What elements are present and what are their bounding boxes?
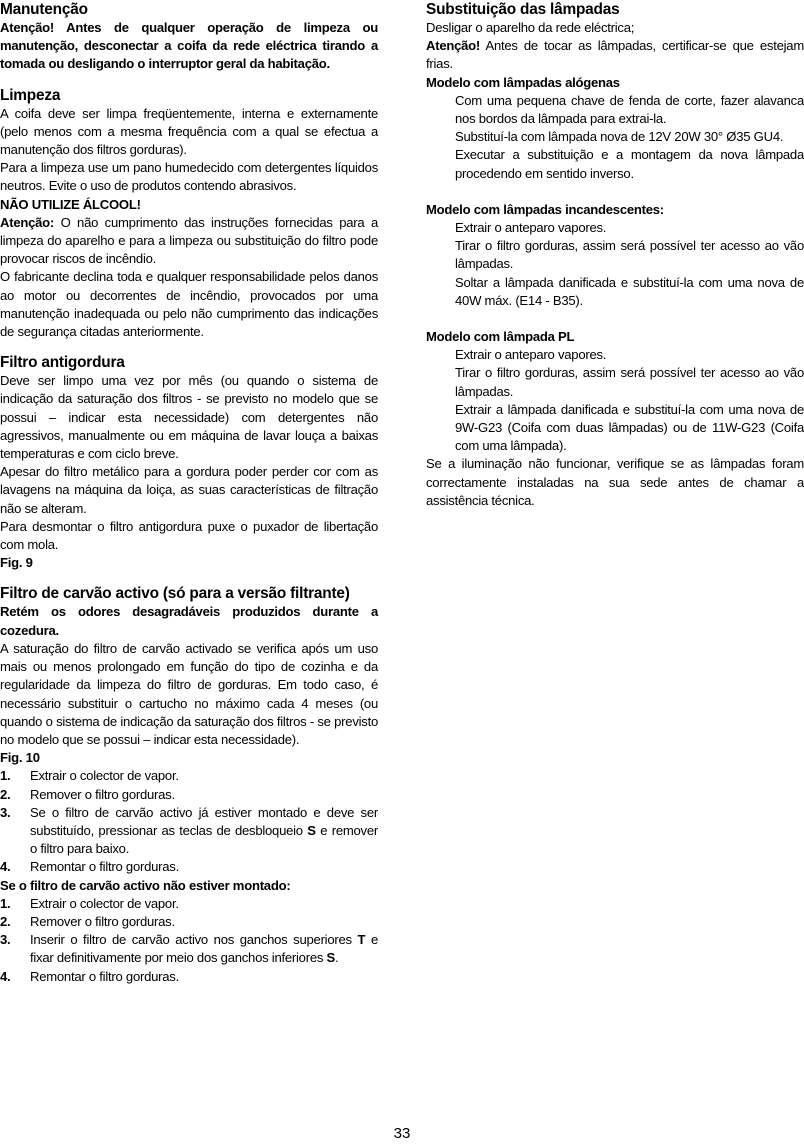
list-item xyxy=(0,931,378,967)
step-text: Inserir o filtro de carvão activo nos ganchos superiores xyxy=(30,932,358,948)
list-item xyxy=(0,786,378,804)
list-item: Extrair o anteparo vapores. xyxy=(455,347,607,363)
step-text: Extrair o colector de vapor. xyxy=(30,768,179,784)
attention-label: Atenção: xyxy=(0,214,55,230)
left-column xyxy=(0,0,378,986)
attention-label: Atenção! xyxy=(426,38,481,54)
pl-model-title: Modelo com lâmpada PL xyxy=(426,329,575,345)
spacer xyxy=(0,341,378,353)
limpeza-paragraph-3: O fabricante declina toda e qualquer responsabilidade pelos danos ao motor ou decorrentes de incêndio, provocados por uma manutenção inadequada ou pelo não cumprimento das indicações de segurança citadas anteriormente. xyxy=(0,269,378,340)
step-number: 2. xyxy=(0,913,11,929)
list-item: Com uma pequena chave de fenda de corte, fazer alavanca nos bordos da lâmpada para extrai-la. xyxy=(455,92,804,127)
list-item xyxy=(0,858,378,876)
step-number: 1. xyxy=(0,895,11,911)
filtro-paragraph-2: Apesar do filtro metálico para a gordura poder perder cor com as lavagens na máquina da loiça, as suas características de filtração não se alteram. xyxy=(0,464,378,516)
step-number: 4. xyxy=(0,859,11,875)
step-number: 1. xyxy=(0,768,11,784)
step-number: 4. xyxy=(0,968,11,984)
lampadas-attention xyxy=(426,37,804,73)
step-key-label: S xyxy=(326,950,336,966)
attention-text: O não cumprimento das instruções fornecidas para a limpeza do aparelho e para a limpeza ou substituição do filtro pode provocar riscos de incêndio. xyxy=(0,214,378,267)
step-number: 3. xyxy=(0,932,11,948)
step-text: Remontar o filtro gorduras. xyxy=(30,859,179,875)
list-item: Tirar o filtro gorduras, assim será possível ter acesso ao vão lâmpadas. xyxy=(455,238,804,272)
list-item: Soltar a lâmpada danificada e substituí-la com uma nova de 40W máx. (E14 - B35). xyxy=(455,274,804,308)
spacer xyxy=(426,183,804,201)
list-item xyxy=(0,895,378,913)
section-title-manutencao: Manutenção xyxy=(0,1,88,18)
step-number: 3. xyxy=(0,804,11,820)
step-text: Remontar o filtro gorduras. xyxy=(30,968,179,984)
spacer xyxy=(0,74,378,86)
spacer xyxy=(426,310,804,328)
step-key-label: S xyxy=(307,822,316,838)
attention-text: Antes de tocar as lâmpadas, certificar-se que estejam frias. xyxy=(426,38,804,72)
step-key-label: T xyxy=(357,932,366,948)
list-item xyxy=(0,913,378,931)
step-text: Extrair o colector de vapor. xyxy=(30,895,179,911)
list-item: Tirar o filtro gorduras, assim será possível ter acesso ao vão lâmpadas. xyxy=(455,365,804,399)
carvao-steps-a xyxy=(0,767,378,876)
maintenance-warning: Atenção! Antes de qualquer operação de limpeza ou manutenção, desconectar a coifa da rede eléctrica tirando a tomada ou desligando o interruptor geral da habitação. xyxy=(0,20,378,72)
filtro-paragraph-1: Deve ser limpo uma vez por mês (ou quando o sistema de indicação da saturação dos filtros - se previsto no modelo que se possui – indicar esta necessidade) com detergentes não agressivos, manualmente ou em máquina de lavar louça a baixas temperaturas e com ciclo breve. xyxy=(0,373,378,462)
step-text-after: e remover o filtro para baixo. xyxy=(30,822,378,857)
list-item: Executar a substituição e a montagem da nova lâmpada procedendo em sentido inverso. xyxy=(455,147,804,181)
step-text-after: e fixar definitivamente por meio dos ganchos inferiores xyxy=(30,932,378,966)
carvao-subheading: Se o filtro de carvão activo não estiver montado: xyxy=(0,877,291,893)
spacer xyxy=(0,572,378,584)
carvao-intro: Retém os odores desagradáveis produzidos durante a cozedura. xyxy=(0,604,378,638)
carvao-steps-b xyxy=(0,895,378,986)
filtro-paragraph-3: Para desmontar o filtro antigordura puxe o puxador de libertação com mola. xyxy=(0,518,378,553)
lampadas-closing: Se a iluminação não funcionar, verifique se as lâmpadas foram correctamente instaladas na sua sede antes de chamar a assistência técnica. xyxy=(426,456,804,508)
list-item xyxy=(0,767,378,785)
section-title-filtro-antigordura: Filtro antigordura xyxy=(0,354,125,372)
step-text: Remover o filtro gorduras. xyxy=(30,913,175,929)
figure-reference-10: Fig. 10 xyxy=(0,750,40,766)
step-text: Se o filtro de carvão activo já estiver montado e deve ser substituído, pressionar as teclas de desbloqueio xyxy=(30,804,378,838)
step-text-after: . xyxy=(335,950,339,966)
limpeza-paragraph-2: Para a limpeza use um pano humedecido com detergentes líquidos neutros. Evite o uso de produtos contendo abrasivos. xyxy=(0,160,378,194)
section-title-limpeza: Limpeza xyxy=(0,86,61,104)
list-item: Extrair o anteparo vapores. xyxy=(455,220,607,236)
figure-reference-9: Fig. 9 xyxy=(0,555,33,571)
list-item xyxy=(0,968,378,986)
page-number: 33 xyxy=(393,1125,411,1142)
step-number: 2. xyxy=(0,786,11,802)
incandescent-model-title: Modelo com lâmpadas incandescentes: xyxy=(426,201,664,217)
list-item: Extrair a lâmpada danificada e substituí-la com uma nova de 9W-G23 (Coifa com duas lâmpadas) ou de 11W-G23 (Coifa com uma lâmpada). xyxy=(455,401,804,454)
lampadas-paragraph-1: Desligar o aparelho da rede eléctrica; xyxy=(426,20,635,35)
list-item xyxy=(0,804,378,859)
limpeza-attention xyxy=(0,214,378,269)
list-item: Substituí-la com lâmpada nova de 12V 20W 30° Ø35 GU4. xyxy=(455,129,784,145)
section-title-filtro-carvao: Filtro de carvão activo (só para a versão filtrante) xyxy=(0,585,350,603)
carvao-paragraph-1: A saturação do filtro de carvão activado se verifica após um uso mais ou menos prolongado em função do tipo de cozinha e da regularidade da limpeza do filtro de gorduras. Em todo caso, é necessário substituir o cartucho no máximo cada 4 meses (ou quando o sistema de indicação da saturação dos filtros - se previsto no modelo que se possui – indicar esta necessidade). xyxy=(0,640,378,747)
step-text: Remover o filtro gorduras. xyxy=(30,786,175,802)
right-column xyxy=(426,0,804,510)
no-alcohol-warning: NÃO UTILIZE ÁLCOOL! xyxy=(0,196,141,212)
limpeza-paragraph-1: A coifa deve ser limpa freqüentemente, interna e externamente (pelo menos com a mesma frequência com a qual se efectua a manutenção dos filtros gorduras). xyxy=(0,105,378,158)
halogen-model-title: Modelo com lâmpadas alógenas xyxy=(426,74,620,90)
section-title-lampadas: Substituição das lâmpadas xyxy=(426,1,620,18)
